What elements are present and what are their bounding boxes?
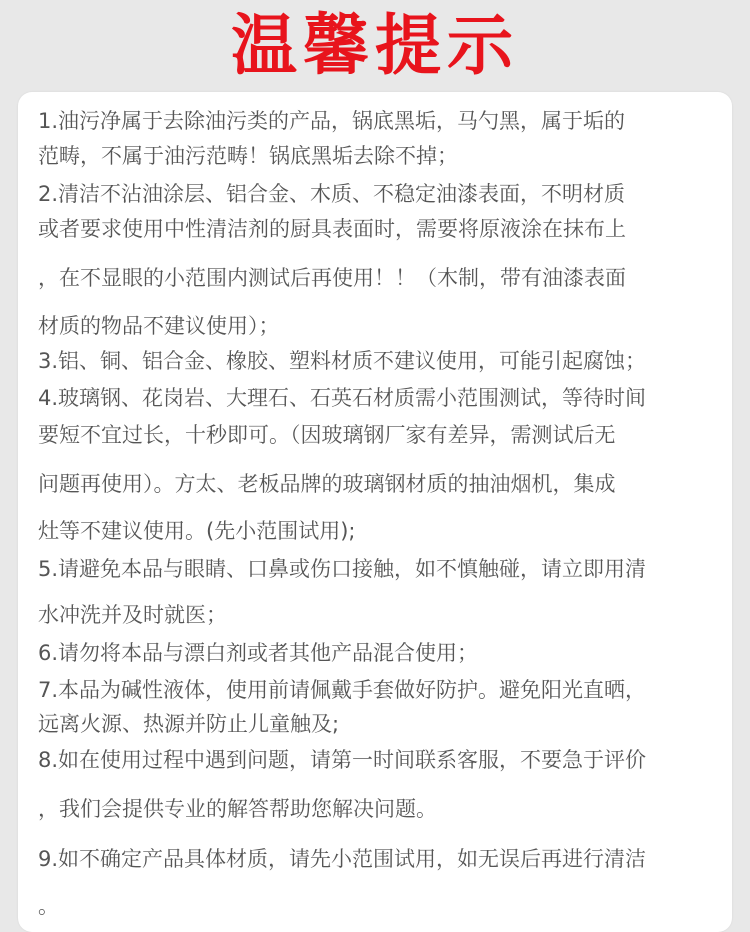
notice-line: ，我们会提供专业的解答帮助您解决问题。 xyxy=(38,797,437,821)
notice-line: 水冲洗并及时就医； xyxy=(38,603,227,627)
notice-line: 要短不宜过长，十秒即可。（因玻璃钢厂家有差异，需测试后无 xyxy=(38,423,616,447)
notice-line: 4.玻璃钢、花岗岩、大理石、石英石材质需小范围测试，等待时间 xyxy=(38,386,647,410)
notice-line: 材质的物品不建议使用）； xyxy=(38,314,280,338)
notice-line: 5.请避免本品与眼睛、口鼻或伤口接触，如不慎触碰，请立即用清 xyxy=(38,557,647,581)
notice-line: 。 xyxy=(38,894,59,918)
notice-line: 1.油污净属于去除油污类的产品，锅底黑垢，马勺黑，属于垢的 xyxy=(38,109,626,133)
notice-line: 2.清洁不沾油涂层、铝合金、木质、不稳定油漆表面，不明材质 xyxy=(38,182,626,206)
notice-line: 问题再使用）。方太、老板品牌的玻璃钢材质的抽油烟机，集成 xyxy=(38,472,616,496)
notice-line: 8.如在使用过程中遇到问题，请第一时间联系客服，不要急于评价 xyxy=(38,748,647,772)
notice-line: 远离火源、热源并防止儿童触及; xyxy=(38,712,340,736)
notice-line: 6.请勿将本品与漂白剂或者其他产品混合使用； xyxy=(38,641,479,665)
notice-line: 9.如不确定产品具体材质，请先小范围试用，如无误后再进行清洁 xyxy=(38,847,647,871)
notice-line: 7.本品为碱性液体，使用前请佩戴手套做好防护。避免阳光直晒， xyxy=(38,678,647,702)
notice-line: 3.铝、铜、铝合金、橡胶、塑料材质不建议使用，可能引起腐蚀； xyxy=(38,349,647,373)
page-title: 温馨提示 xyxy=(231,7,519,84)
notice-line: 范畴，不属于油污范畴！锅底黑垢去除不掉； xyxy=(38,144,458,168)
notice-line: 或者要求使用中性清洁剂的厨具表面时，需要将原液涂在抹布上 xyxy=(38,217,626,241)
notice-line: 灶等不建议使用。(先小范围试用); xyxy=(38,519,356,543)
notice-line: ，在不显眼的小范围内测试后再使用！！（木制，带有油漆表面 xyxy=(38,266,626,290)
